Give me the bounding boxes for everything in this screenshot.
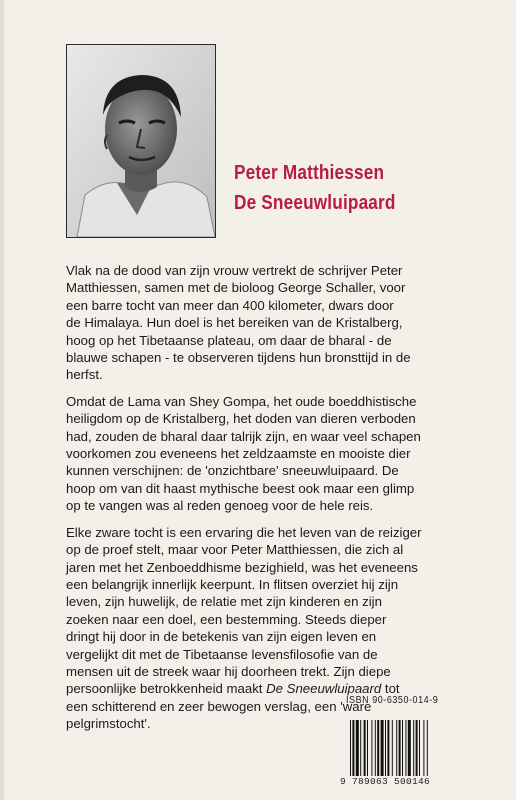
text-line: dringt hij door in de betekenis van zijn eigen leven en (66, 629, 377, 645)
text-line: blauwe schapen - te observeren tijdens hun bronsttijd in de (66, 350, 411, 366)
author-photo (66, 44, 216, 238)
text-line: de Himalaya. Hun doel is het bereiken van de Kristalberg, (66, 315, 403, 331)
barcode-bar (413, 720, 414, 776)
text-fragment: persoonlijke betrokkenheid maakt (66, 681, 263, 697)
barcode-bar (427, 720, 428, 782)
cover-edge (0, 0, 4, 800)
text-line: heiligdom op de Kristalberg, het doden van dieren verboden (66, 411, 416, 427)
barcode-bar (396, 720, 397, 776)
barcode-bar (381, 720, 384, 776)
text-line: voorkomen zou eveneens het zeldzaamste en mooiste dier (66, 446, 411, 462)
text-line: Elke zware tocht is een ervaring die het leven van de reiziger (66, 524, 422, 540)
author-name: Peter Matthiessen (234, 162, 385, 184)
blurb-text (66, 262, 460, 742)
barcode-bar (405, 720, 406, 776)
text-line: hoop om van dit haast mythische beest ook maar een glimp (66, 480, 415, 496)
text-line: Vlak na de dood van zijn vrouw vertrekt de schrijver Peter (66, 263, 403, 278)
isbn-label: ISBN 90-6350-014-9 (346, 695, 439, 706)
barcode-bar (356, 720, 359, 776)
text-line: op te vangen was al reden genoeg voor de hele reis. (66, 498, 374, 514)
barcode-bar (350, 720, 351, 782)
text-line: mensen uit de streek waar hij doorheen trekt. Zijn diepe (66, 663, 391, 679)
barcode-bar (352, 720, 354, 782)
barcode-bar (392, 720, 393, 782)
paragraph-1 (66, 262, 460, 384)
text-line: had, zouden de bharal daar talrijk zijn, en waar veel schapen (66, 428, 421, 444)
text-line: leven, zijn huwelijk, de relatie met zijn kinderen en zijn (66, 594, 382, 610)
barcode-bar (371, 720, 372, 776)
barcode-bar (416, 720, 418, 776)
barcode-bar (367, 720, 368, 776)
barcode-bar (375, 720, 376, 776)
text-line: hoog op het Tibetaanse plateau, om daar de bharal - de (66, 332, 392, 348)
text-line: herfst. (66, 367, 103, 383)
barcode-bar (377, 720, 379, 776)
barcode-bar (364, 720, 366, 776)
text-line: jaren met het Zenboeddhisme bezighield, was het eveneens (66, 559, 418, 575)
text-line: pelgrimstocht'. (66, 716, 151, 732)
title-block (234, 158, 422, 218)
text-line: vergelijkt dit met de Tibetaanse levensfilosofie van de (66, 646, 378, 662)
barcode-bar (399, 720, 401, 776)
text-line: Omdat de Lama van Shey Gompa, het oude boeddhistische (66, 393, 417, 409)
barcode-bar (423, 720, 424, 776)
barcode-bar (385, 720, 386, 776)
italic-book-title: De Sneeuwluipaard (266, 681, 382, 697)
text-line: Matthiessen, samen met de bioloog George Schaller, voor (66, 280, 406, 296)
barcode-bar (419, 720, 420, 776)
text-line: een barre tocht van meer dan 400 kilometer, dwars door (66, 297, 394, 313)
barcode-bar (387, 720, 389, 782)
barcode-number: 9 789063 500146 (340, 776, 460, 787)
barcode-bar (360, 720, 361, 776)
text-line: een belangrijk innerlijk keerpunt. In flitsen overziet hij zijn (66, 576, 399, 592)
barcode-bar (408, 720, 411, 776)
paragraph-2 (66, 393, 460, 515)
text-line: kunnen verschijnen: de 'onzichtbare' sneeuwluipaard. De (66, 463, 399, 479)
text-line: zoeken naar een doel, een bestemming. Steeds dieper (66, 611, 387, 627)
book-title: De Sneeuwluipaard (234, 192, 396, 214)
text-line: op de proef stelt, maar voor Peter Matthiessen, die zich al (66, 542, 404, 558)
text-fragment: tot (381, 681, 400, 697)
text-line: een schitterend en zeer bewogen verslag, een 'ware (66, 698, 372, 714)
barcode-bar (402, 720, 403, 776)
author-portrait-image (67, 45, 215, 237)
